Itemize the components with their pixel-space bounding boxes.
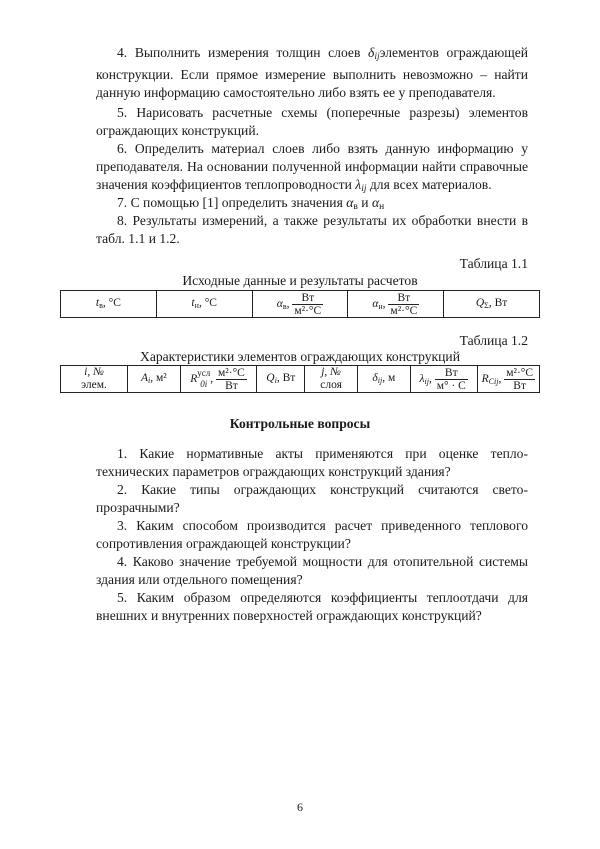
table-2-col-delta: $\delta_{ij}$, м (357, 366, 410, 393)
table-2-col-layer-no: j, № слоя (305, 366, 358, 393)
table-1-number: Таблица 1.1 (459, 256, 528, 271)
table-1-col-tv: $t_в$, °C (61, 291, 157, 318)
table-2-header-row (61, 366, 540, 393)
delta-symbol: δ (367, 45, 375, 60)
table-1-col-q-sum: $Q_\Sigma$, Вт (444, 291, 540, 318)
table-1-header-row (61, 291, 540, 318)
table-1 (60, 290, 540, 318)
step-4-paragraph (96, 44, 528, 102)
alpha-in-symbol: α (346, 195, 354, 210)
table-2-col-r0: R усл 0i , $\frac{\text{м²·°C}}{Вт}$ (180, 366, 257, 393)
page-number: 6 (297, 800, 303, 814)
table-2-title: Характеристики элементов ограждающих конструкций (140, 349, 460, 364)
alpha-out-symbol: α (371, 195, 380, 210)
step-6-paragraph (96, 140, 528, 198)
table-2 (60, 365, 540, 393)
step-6-text: 6. Определить материал слоев либо взять данную информацию у преподавателя. На основании полученной информации найти справочные значения коэффициентов теплопроводности (96, 141, 528, 192)
table-1-col-tn: $t_н$, °C (156, 291, 252, 318)
alpha-in-subscript: в (353, 202, 358, 212)
step-6-text-end: для всех материалов. (366, 177, 492, 192)
table-1-title: Исходные данные и результаты расчетов (182, 273, 418, 288)
question-1: 1. Какие нормативные акты применяются при оценке тепло-технических параметров ограждающих конструкций здания? (96, 446, 528, 479)
step-7-text: 7. С помощью [1] определить значения (117, 195, 347, 210)
table-1-col-alpha-v: $\alpha_в$, $\frac{Вт}{\text{м²·°C}}$ (252, 291, 348, 318)
questions-heading: Контрольные вопросы (229, 416, 371, 431)
step-8-text: 8. Результаты измерений, а также результаты их обработки внести в табл. 1.1 и 1.2. (96, 213, 528, 246)
table-2-col-rc: $R_{Cij}$, $\frac{\text{м²·°C}}{Вт}$ (477, 366, 539, 393)
table-2-col-area: $A_i$, м² (128, 366, 181, 393)
step-4-text-end: элементов ограждающей конструкции. Если прямое измерение выполнить невозможно – найти данную информацию самостоятельно либо взять ее у преподавателя. (96, 45, 528, 100)
lambda-subscript: ij (361, 184, 367, 194)
question-5: 5. Каким образом определяются коэффициенты теплоотдачи для внешних и внутренних поверхностей ограждающих конструкций? (96, 590, 528, 623)
step-7-conjunction: и (357, 195, 372, 210)
step-5-paragraph (96, 104, 528, 140)
lambda-symbol: λ (355, 177, 362, 192)
table-1-col-alpha-n: $\alpha_н$, $\frac{Вт}{\text{м²·°C}}$ (348, 291, 444, 318)
delta-subscript: ij (374, 52, 380, 62)
question-3: 3. Каким способом производится расчет приведенного теплового сопротивления ограждающей конструкции? (96, 518, 528, 551)
table-2-number: Таблица 1.2 (459, 333, 528, 348)
alpha-out-subscript: н (379, 202, 385, 212)
question-2: 2. Какие типы ограждающих конструкций считаются свето-прозрачными? (96, 482, 528, 515)
question-4: 4. Каково значение требуемой мощности для отопительной системы здания или отдельного помещения? (96, 554, 528, 587)
table-2-col-q: $Q_i$, Вт (257, 366, 305, 393)
step-4-text: 4. Выполнить измерения толщин слоев (117, 45, 368, 60)
step-5-text: 5. Нарисовать расчетные схемы (поперечные разрезы) элементов ограждающих конструкций. (96, 105, 528, 138)
table-2-col-lambda: $\lambda_{ij}$, $\frac{Вт}{м^\circ \cdot C}$ (410, 366, 477, 393)
step-8-paragraph (96, 212, 528, 248)
table-2-col-element-no: i, № элем. (61, 366, 128, 393)
